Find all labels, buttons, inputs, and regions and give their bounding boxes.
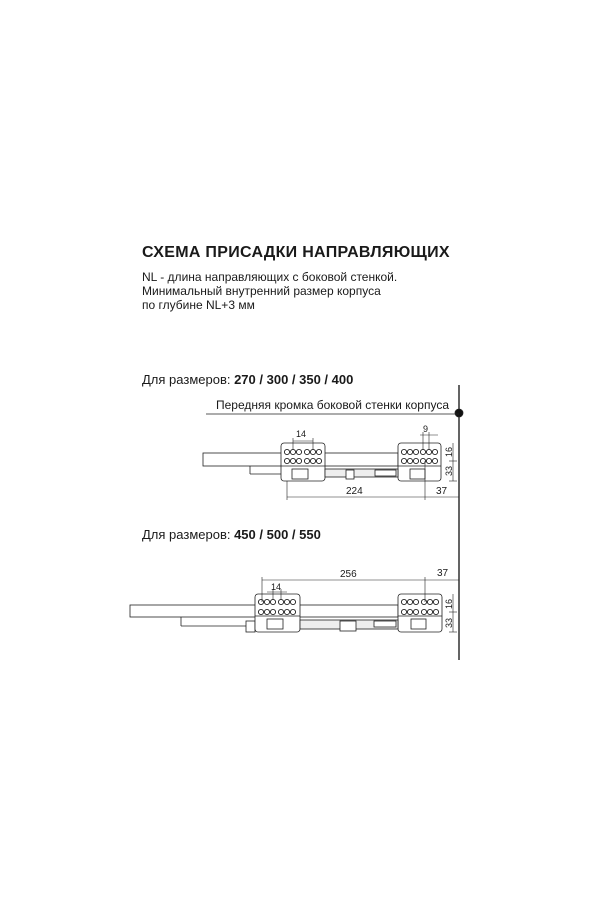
sizes-values: 450 / 500 / 550: [234, 527, 321, 542]
description-line: Минимальный внутренний размер корпуса: [142, 284, 381, 298]
description-line: NL - длина направляющих с боковой стенкой.: [142, 270, 398, 284]
sizes-label: Для размеров:: [142, 527, 235, 542]
dim-spacing: 256: [340, 569, 357, 580]
sizes-label: Для размеров:: [142, 372, 235, 387]
front-edge-point: [455, 409, 463, 417]
diagram1-slide: [203, 443, 441, 481]
page-title: СХЕМА ПРИСАДКИ НАПРАВЛЯЮЩИХ: [142, 244, 450, 261]
dim-vertical-bottom: 33: [444, 465, 454, 476]
dim-vertical-top: 16: [444, 446, 454, 457]
dim-spacing: 224: [346, 486, 363, 497]
diagram2-slide: [130, 594, 442, 632]
dim-hole-pitch-right: 9: [423, 424, 429, 434]
dim-offset: 37: [437, 568, 449, 579]
dim-vertical-bottom: 33: [444, 617, 454, 628]
dim-hole-pitch-left: 14: [271, 582, 282, 592]
front-edge-label: Передняя кромка боковой стенки корпуса: [216, 398, 449, 412]
dim-vertical-top: 16: [444, 598, 454, 609]
description-line: по глубине NL+3 мм: [142, 298, 255, 312]
dim-hole-pitch-left: 14: [296, 429, 307, 439]
dim-offset: 37: [436, 486, 448, 497]
sizes-values: 270 / 300 / 350 / 400: [234, 372, 354, 387]
